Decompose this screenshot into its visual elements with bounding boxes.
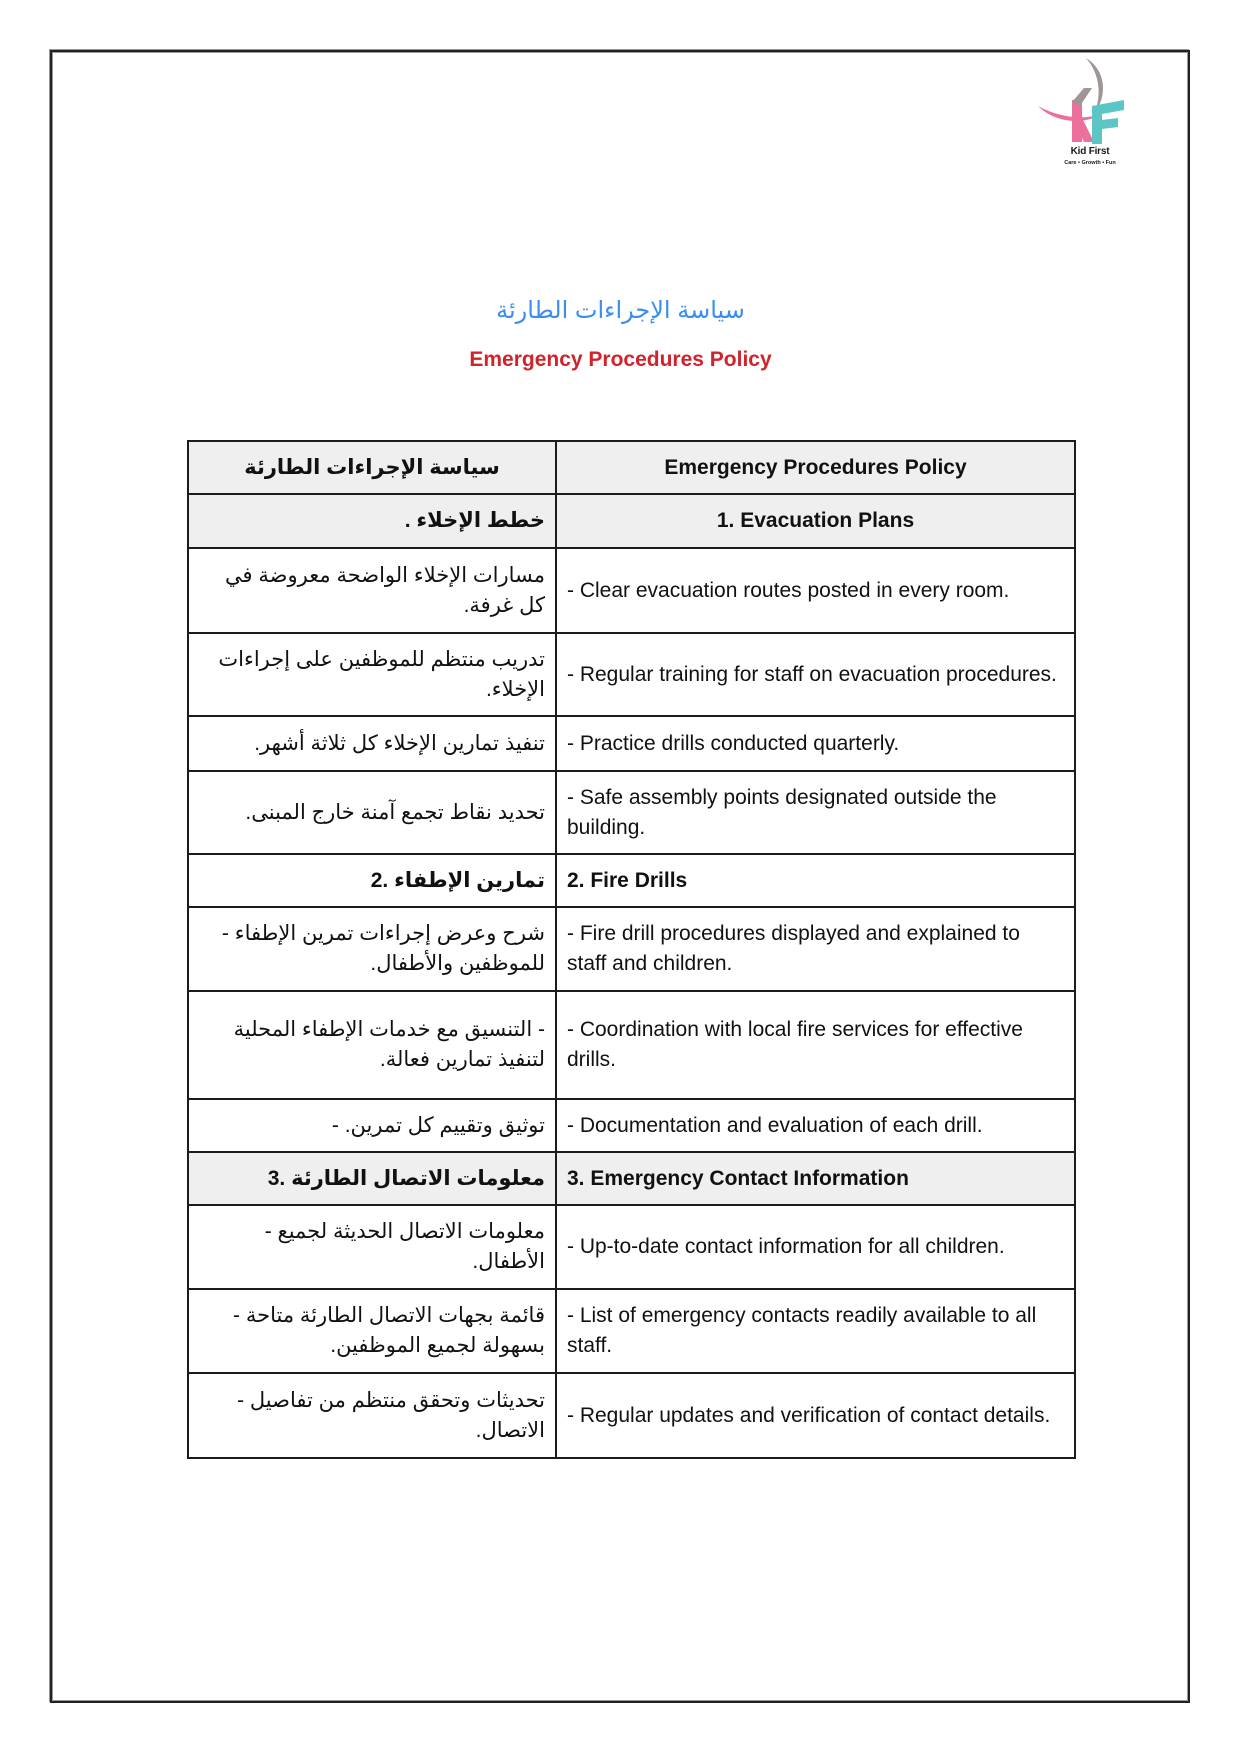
table-row: [188, 716, 1075, 771]
cell-arabic: تحديثات وتحقق منتظم من تفاصيل - الاتصال.: [188, 1373, 556, 1458]
section-english: 1. Evacuation Plans: [556, 494, 1075, 548]
section-row-evacuation: [188, 494, 1075, 548]
table-header-row: [188, 441, 1075, 494]
table-row: [188, 771, 1075, 854]
cell-arabic: مسارات الإخلاء الواضحة معروضة في كل غرفة.: [188, 548, 556, 633]
page-title-english: Emergency Procedures Policy: [469, 348, 772, 371]
cell-english: - Regular training for staff on evacuation procedures.: [556, 633, 1075, 716]
cell-english: - Safe assembly points designated outside the building.: [556, 771, 1075, 854]
cell-arabic: - التنسيق مع خدمات الإطفاء المحلية لتنفيذ تمارين فعالة.: [188, 991, 556, 1099]
header-arabic: سياسة الإجراءات الطارئة: [188, 441, 556, 494]
section-english: 2. Fire Drills: [556, 854, 1075, 907]
section-english: 3. Emergency Contact Information: [556, 1152, 1075, 1205]
cell-english: - Fire drill procedures displayed and explained to staff and children.: [556, 907, 1075, 991]
logo-brand-name: Kid First: [1070, 146, 1110, 157]
cell-english: - Regular updates and verification of contact details.: [556, 1373, 1075, 1458]
cell-arabic: تنفيذ تمارين الإخلاء كل ثلاثة أشهر.: [188, 716, 556, 771]
cell-english: - Coordination with local fire services for effective drills.: [556, 991, 1075, 1099]
cell-arabic: شرح وعرض إجراءات تمرين الإطفاء - للموظفين والأطفال.: [188, 907, 556, 991]
cell-english: - Up-to-date contact information for all children.: [556, 1205, 1075, 1289]
section-arabic: خطط الإخلاء .: [188, 494, 556, 548]
cell-english: - Clear evacuation routes posted in every room.: [556, 548, 1075, 633]
cell-arabic: توثيق وتقييم كل تمرين. -: [188, 1099, 556, 1152]
cell-arabic: قائمة بجهات الاتصال الطارئة متاحة - بسهولة لجميع الموظفين.: [188, 1289, 556, 1373]
logo-tagline: Care • Growth • Fun: [1064, 160, 1116, 166]
kid-first-logo: [1036, 56, 1144, 172]
cell-english: - List of emergency contacts readily available to all staff.: [556, 1289, 1075, 1373]
cell-english: - Documentation and evaluation of each drill.: [556, 1099, 1075, 1152]
table-row: [188, 1205, 1075, 1289]
cell-arabic: تحديد نقاط تجمع آمنة خارج المبنى.: [188, 771, 556, 854]
table-row: [188, 1099, 1075, 1152]
table-row: [188, 1289, 1075, 1373]
header-english: Emergency Procedures Policy: [556, 441, 1075, 494]
cell-english: - Practice drills conducted quarterly.: [556, 716, 1075, 771]
section-arabic: معلومات الاتصال الطارئة .3: [188, 1152, 556, 1205]
policy-table: [187, 440, 1076, 1459]
table-row: [188, 633, 1075, 716]
table-row: [188, 991, 1075, 1099]
page-title-arabic: سياسة الإجراءات الطارئة: [496, 297, 745, 324]
table-row: [188, 548, 1075, 633]
kf-logo-icon: [1036, 56, 1144, 148]
section-arabic: تمارين الإطفاء .2: [188, 854, 556, 907]
cell-arabic: تدريب منتظم للموظفين على إجراءات الإخلاء.: [188, 633, 556, 716]
table-row: [188, 1373, 1075, 1458]
cell-arabic: معلومات الاتصال الحديثة لجميع - الأطفال.: [188, 1205, 556, 1289]
section-row-fire-drills: [188, 854, 1075, 907]
table-row: [188, 907, 1075, 991]
section-row-emergency-contact: [188, 1152, 1075, 1205]
